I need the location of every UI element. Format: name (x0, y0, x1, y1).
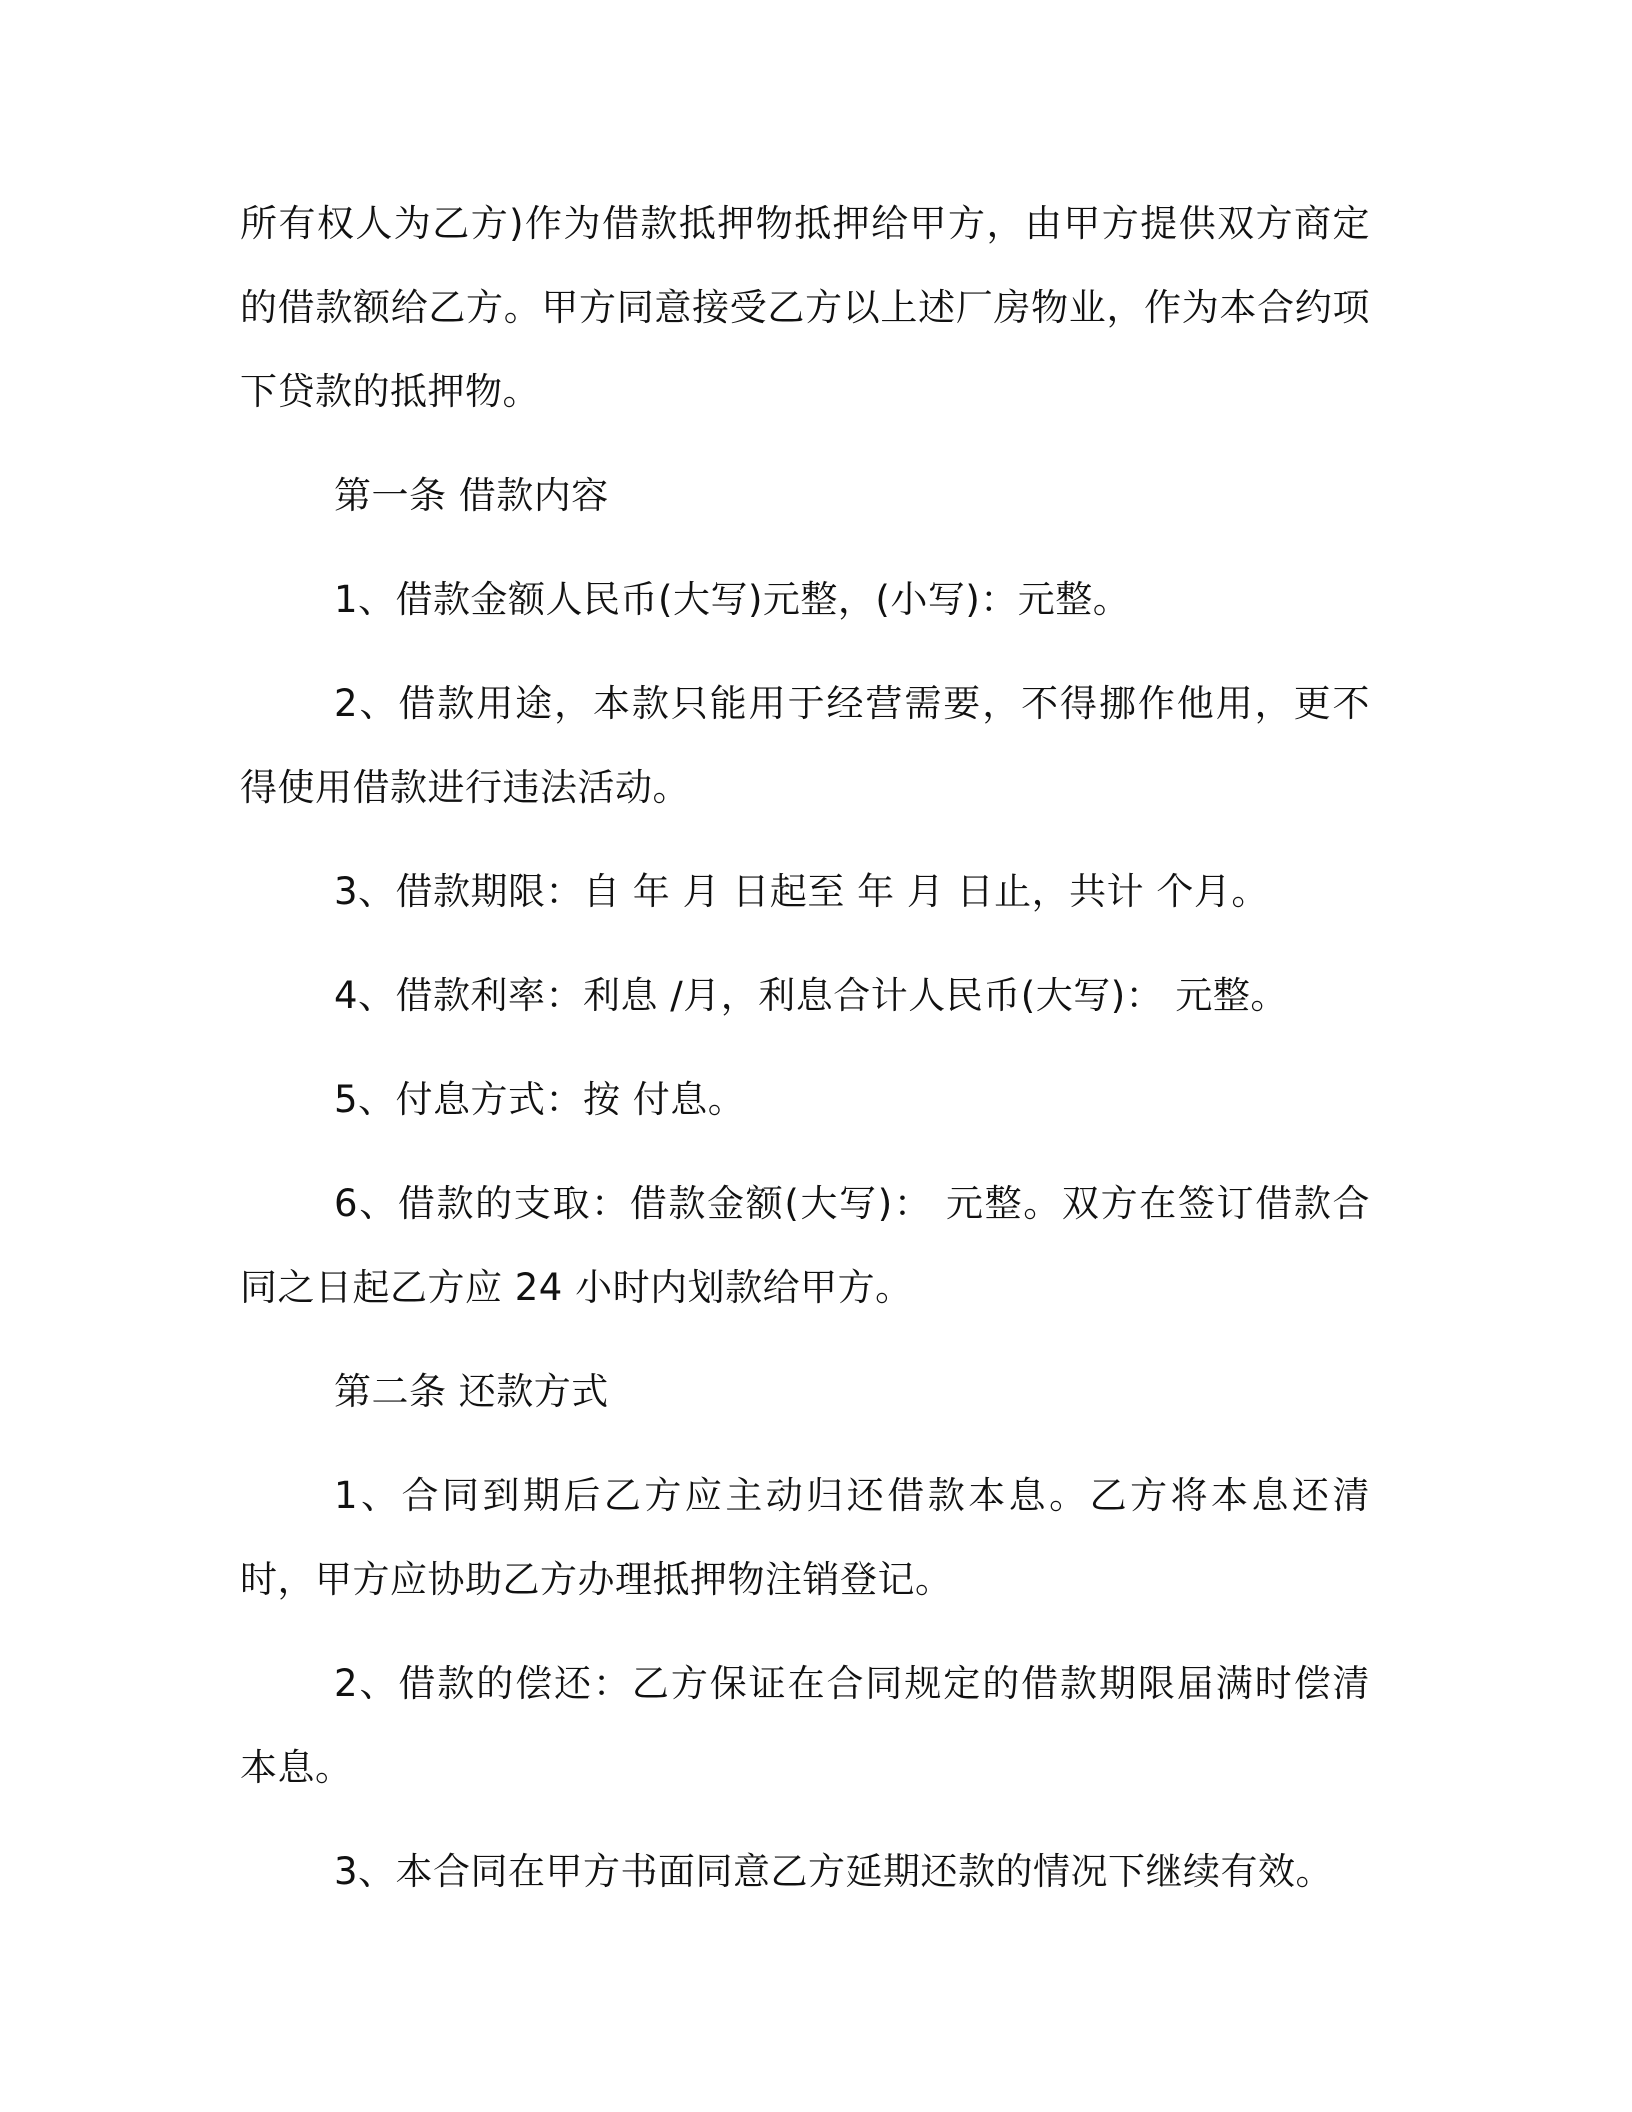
clause-1-5: 5、付息方式：按 付息。 (334, 1078, 746, 1121)
document-body (240, 182, 1370, 1934)
clause-2-3: 3、本合同在甲方书面同意乙方延期还款的情况下继续有效。 (334, 1850, 1334, 1893)
clause-1-6: 6、借款的支取：借款金额(大写)： 元整。双方在签订借款合同之日起乙方应 24 小时内划款给甲方。 (240, 1182, 1370, 1309)
clause-1-4: 4、借款利率：利息 /月，利息合计人民币(大写)： 元整。 (334, 974, 1288, 1017)
clause-2-1: 1、合同到期后乙方应主动归还借款本息。乙方将本息还清时，甲方应协助乙方办理抵押物注销登记。 (240, 1474, 1370, 1601)
clause-1-3: 3、借款期限：自 年 月 日起至 年 月 日止，共计 个月。 (334, 870, 1269, 913)
paragraph-continuation: 所有权人为乙方)作为借款抵押物抵押给甲方，由甲方提供双方商定的借款额给乙方。甲方同意接受乙方以上述厂房物业，作为本合约项下贷款的抵押物。 (240, 202, 1370, 413)
clause-1-1: 1、借款金额人民币(大写)元整，(小写)：元整。 (334, 578, 1131, 621)
section-heading-article-1: 第一条 借款内容 (334, 474, 609, 517)
clause-1-2: 2、借款用途，本款只能用于经营需要，不得挪作他用，更不得使用借款进行违法活动。 (240, 682, 1370, 809)
clause-2-2: 2、借款的偿还：乙方保证在合同规定的借款期限届满时偿清本息。 (240, 1662, 1370, 1789)
section-heading-article-2: 第二条 还款方式 (334, 1370, 609, 1413)
